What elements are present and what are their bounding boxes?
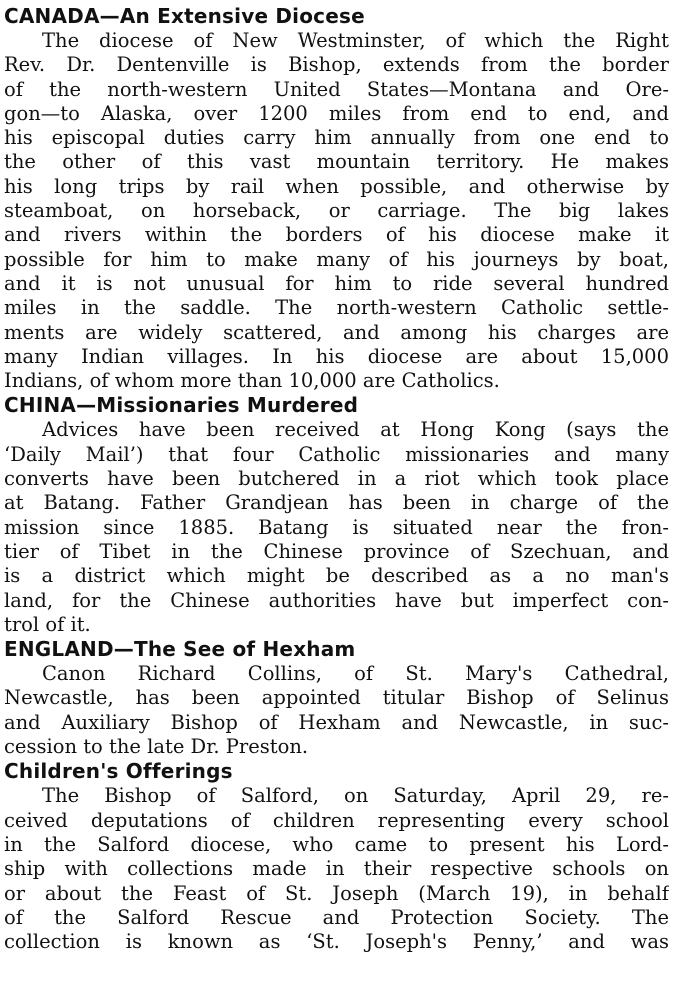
paragraph-line: The diocese of New Westminster, of which the Right [42,29,669,52]
paragraph-line: miles in the saddle. The north-western Catholic settle- [4,296,669,320]
article-section-china [4,393,669,637]
paragraph-line: ‘Daily Mail’) that four Catholic missionaries and many [4,442,669,466]
paragraph-line: gon—to Alaska, over 1200 miles from end to end, and [4,101,669,125]
section-heading: CHINA—Missionaries Murdered [4,393,359,418]
article-section-england [4,637,669,759]
article-section-childrens-offerings [4,759,669,954]
paragraph-line: and it is not unusual for him to ride several hundred [4,271,669,295]
paragraph-line: Newcastle, has been appointed titular Bishop of Selinus [4,686,669,710]
paragraph-line: and rivers within the borders of his diocese make it [4,223,669,247]
paragraph-line: trol of it. [4,612,91,636]
paragraph-line: tier of Tibet in the Chinese province of Szechuan, and [4,539,669,563]
paragraph-line: steamboat, on horseback, or carriage. The big lakes [4,199,669,223]
paragraph-line: or about the Feast of St. Joseph (March 19), in behalf [4,881,669,905]
paragraph-line: Rev. Dr. Dentenville is Bishop, extends from the border [4,53,669,77]
paragraph-line: Indians, of whom more than 10,000 are Catholics. [4,369,500,393]
newspaper-column [4,4,669,981]
paragraph-line: ceived deputations of children representing every school [4,808,669,832]
paragraph-line: cession to the late Dr. Preston. [4,735,309,759]
paragraph-line: mission since 1885. Batang is situated near the fron- [4,515,669,539]
paragraph-line: many Indian villages. In his diocese are about 15,000 [4,344,669,368]
paragraph-line: is a district which might be described as a no man's [4,564,669,588]
section-heading: Children's Offerings [4,759,233,784]
paragraph-line: collection is known as ‘St. Joseph's Penny,’ and was [4,930,669,954]
paragraph-line: his episcopal duties carry him annually from one end to [4,126,669,150]
paragraph-line: of the Salford Rescue and Protection Society. The [4,905,669,929]
paragraph-line: possible for him to make many of his journeys by boat, [4,247,669,271]
section-heading: ENGLAND—The See of Hexham [4,637,356,662]
paragraph-line: Canon Richard Collins, of St. Mary's Cathedral, [42,662,669,686]
paragraph-line: at Batang. Father Grandjean has been in charge of the [4,491,669,515]
paragraph-line: The Bishop of Salford, on Saturday, April 29, re- [42,784,669,808]
section-heading: CANADA—An Extensive Diocese [4,4,365,28]
paragraph-line: the other of this vast mountain territory. He makes [4,150,669,174]
paragraph-line: ments are widely scattered, and among his charges are [4,320,669,344]
paragraph-line: of the north-western United States—Montana and Ore- [4,77,669,101]
article-section-canada [4,4,669,393]
paragraph-line: Advices have been received at Hong Kong (says the [42,418,669,442]
paragraph-line: in the Salford diocese, who came to present his Lord- [4,832,669,856]
paragraph-line: and Auxiliary Bishop of Hexham and Newcastle, in suc- [4,710,669,734]
paragraph-line: converts have been butchered in a riot which took place [4,467,669,491]
paragraph-line: his long trips by rail when possible, and otherwise by [4,174,669,198]
paragraph-line: ship with collections made in their respective schools on [4,857,669,881]
paragraph-line: land, for the Chinese authorities have but imperfect con- [4,588,669,612]
